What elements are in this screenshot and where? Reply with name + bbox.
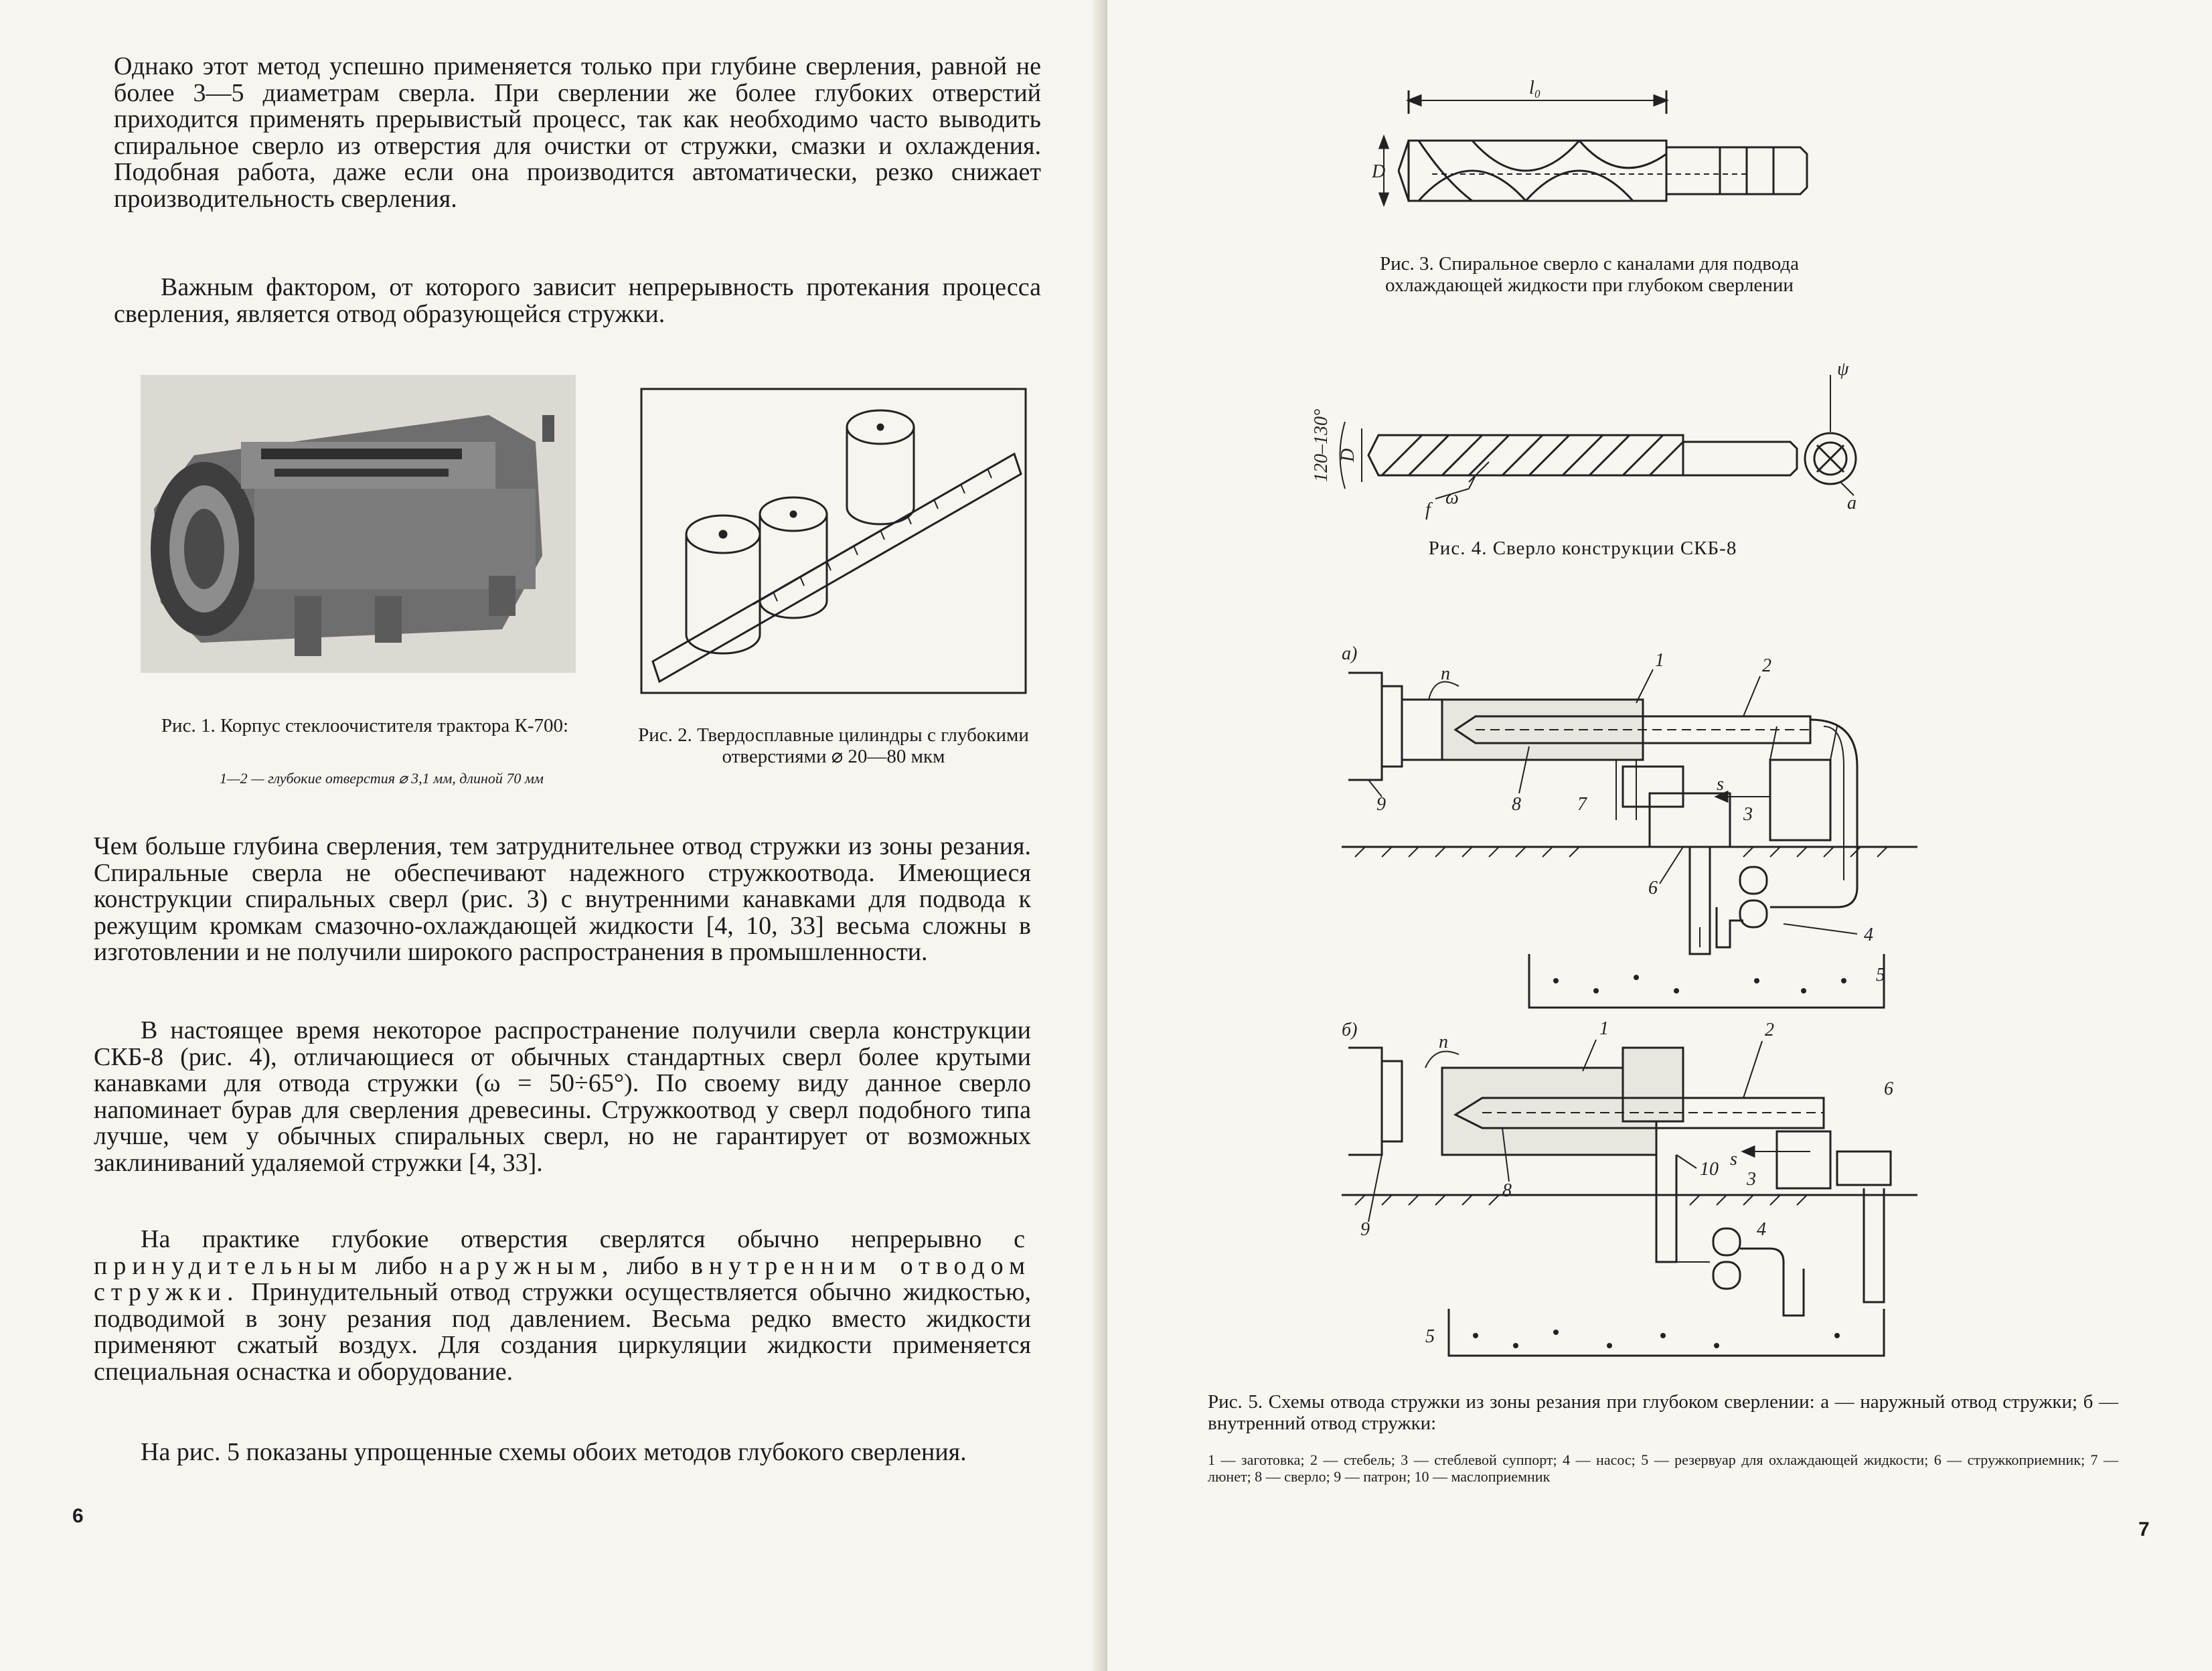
- fig5b-label-5: 5: [1425, 1326, 1435, 1347]
- paragraph-5-emphasis-1: с принудительным: [94, 1225, 1031, 1280]
- fig5b-label-9: 9: [1360, 1219, 1370, 1240]
- fig5a-label-5: 5: [1876, 965, 1885, 985]
- fig3-length-label: l₀: [1529, 78, 1541, 98]
- paragraph-6: На рис. 5 показаны упрощенные схемы обоих методов глубокого сверления.: [141, 1438, 967, 1466]
- fig5b-label-4: 4: [1757, 1219, 1766, 1240]
- fig5b-n-label: n: [1439, 1032, 1448, 1052]
- fig5a-label-3: 3: [1743, 804, 1753, 825]
- figure-2-drawing: [639, 387, 1028, 695]
- page-number-right: 7: [2138, 1518, 2150, 1540]
- figure-5-subcaption: 1 — заготовка; 2 — стебель; 3 — стеблевой суппорт; 4 — насос; 5 — резервуар для охлаждающей жидкости; 6 — стружкоприемник; 7 — люнет; 8 — сверло; 9 — патрон; 10 — маслоприемник: [1208, 1451, 2118, 1485]
- figure-1-caption: Рис. 1. Корпус стеклоочистителя трактора К-700:: [161, 715, 569, 736]
- figure-2-caption: Рис. 2. Твердосплавные цилиндры с глубокими отверстиями ⌀ 20—80 мкм: [638, 724, 1029, 767]
- figure-4-drawing: [1308, 348, 1864, 522]
- paragraph-1: Однако этот метод успешно применяется только при глубине сверления, равной не более 3—5 диаметрам сверла. При сверлении же более глубоких отверстий приходится применять прерывистый процесс, так как необходимо часто выводить спиральное сверло из отверстия для очистки от стружки, смазки и охлаждения. Подобная работа, даже если она производится автоматически, резко снижает производительность сверления.: [114, 52, 1041, 213]
- fig5a-label-2: 2: [1762, 655, 1771, 676]
- fig4-diameter-label: D: [1338, 448, 1358, 462]
- figure-5a-scheme: [1342, 646, 1917, 1021]
- fig5a-label-1: 1: [1655, 650, 1664, 671]
- fig5b-s-label: s: [1730, 1149, 1737, 1170]
- figure-1-photo: [141, 375, 576, 673]
- fig4-f-label: f: [1425, 499, 1431, 520]
- paragraph-5-emphasis-2: наружным,: [439, 1251, 615, 1280]
- fig4-omega-label: ω: [1445, 487, 1459, 508]
- paragraph-5: [94, 1226, 1031, 1386]
- fig4-angle-label: 120–130°: [1311, 408, 1332, 482]
- fig5b-label-3: 3: [1747, 1169, 1756, 1190]
- paragraph-5-lead: На практике глубокие отверстия сверлятся обычно непрерывно: [141, 1225, 982, 1253]
- paragraph-5-rest: Принудительный отвод стружки осуществляется обычно жидкостью, подводимой в зону резания под давлением. Весьма редко вместо жидкости применяют сжатый воздух. Для создания циркуляции жидкости применяется специальная оснастка и оборудование.: [94, 1278, 1032, 1386]
- paragraph-4: В настоящее время некоторое распространение получили сверла конструкции СКБ-8 (рис. 4), отличающиеся от обычных стандартных сверл более крутыми канавками для отвода стружки (ω = 50÷65°). По своему виду данное сверло напоминает бурав для сверления древесины. Стружкоотвод у сверл подобного типа лучше, чем у обычных спиральных сверл, но не гарантирует от возможных заклиниваний удаляемой стружки [4, 33].: [94, 1016, 1031, 1177]
- page-number-left: 6: [72, 1505, 84, 1527]
- fig5a-s-label: s: [1717, 774, 1724, 795]
- fig5b-label-8: 8: [1502, 1180, 1512, 1201]
- paragraph-3: Чем больше глубина сверления, тем затруднительнее отвод стружки из зоны резания. Спиральные сверла не обеспечивают надежного стружкоотвода. Имеющиеся конструкции спиральных сверл (рис. 3) с внутренними канавками для подвода к режущим кромкам смазочно-охлаждающей жидкости [4, 10, 33] весьма сложны в изготовлении и не получили широкого распространения в промышленности.: [94, 832, 1031, 967]
- paragraph-2: Важным фактором, от которого зависит непрерывность протекания процесса сверления, является отвод образующейся стружки.: [114, 273, 1041, 328]
- fig5a-label-8: 8: [1512, 794, 1521, 815]
- figure-1-subcaption: 1—2 — глубокие отверстия ⌀ 3,1 мм, длиной 70 мм: [220, 770, 544, 787]
- fig5b-label-10: 10: [1700, 1159, 1719, 1180]
- paragraph-5-emphasis-3: внутренним отводом стружки.: [94, 1251, 1032, 1307]
- figure-3-caption: Рис. 3. Спиральное сверло с каналами для подвода охлаждающей жидкости при глубоком сверлении: [1379, 253, 1800, 296]
- fig5a-label-6: 6: [1648, 878, 1658, 898]
- right-page: [1107, 0, 2212, 1671]
- left-page: [0, 0, 1105, 1671]
- figure-5-caption: Рис. 5. Схемы отвода стружки из зоны резания при глубоком сверлении: а — наружный отвод стружки; б — внутренний отвод стружки:: [1208, 1391, 2118, 1434]
- fig5a-label-7: 7: [1577, 794, 1587, 815]
- fig5a-label-9: 9: [1376, 794, 1386, 815]
- figure-5b-scheme: [1342, 1021, 1917, 1369]
- paragraph-5-conj-1: либо: [375, 1251, 428, 1280]
- fig5a-label-4: 4: [1864, 925, 1873, 945]
- fig5a-n-label: n: [1441, 663, 1450, 684]
- fig5b-label-2: 2: [1765, 1021, 1774, 1040]
- fig4-a-label: a: [1847, 493, 1856, 513]
- fig5b-label-1: 1: [1599, 1021, 1609, 1039]
- fig4-psi-label: ψ: [1837, 359, 1849, 380]
- figure-3-drawing: [1372, 74, 1814, 228]
- fig5a-tag: а): [1342, 646, 1358, 664]
- figure-4-caption: Рис. 4. Сверло конструкции СКБ-8: [1428, 538, 1737, 559]
- fig5b-label-6: 6: [1884, 1079, 1893, 1099]
- fig3-diameter-label: D: [1372, 161, 1386, 182]
- fig5b-tag: б): [1342, 1021, 1358, 1040]
- paragraph-5-conj-2: либо: [626, 1251, 679, 1280]
